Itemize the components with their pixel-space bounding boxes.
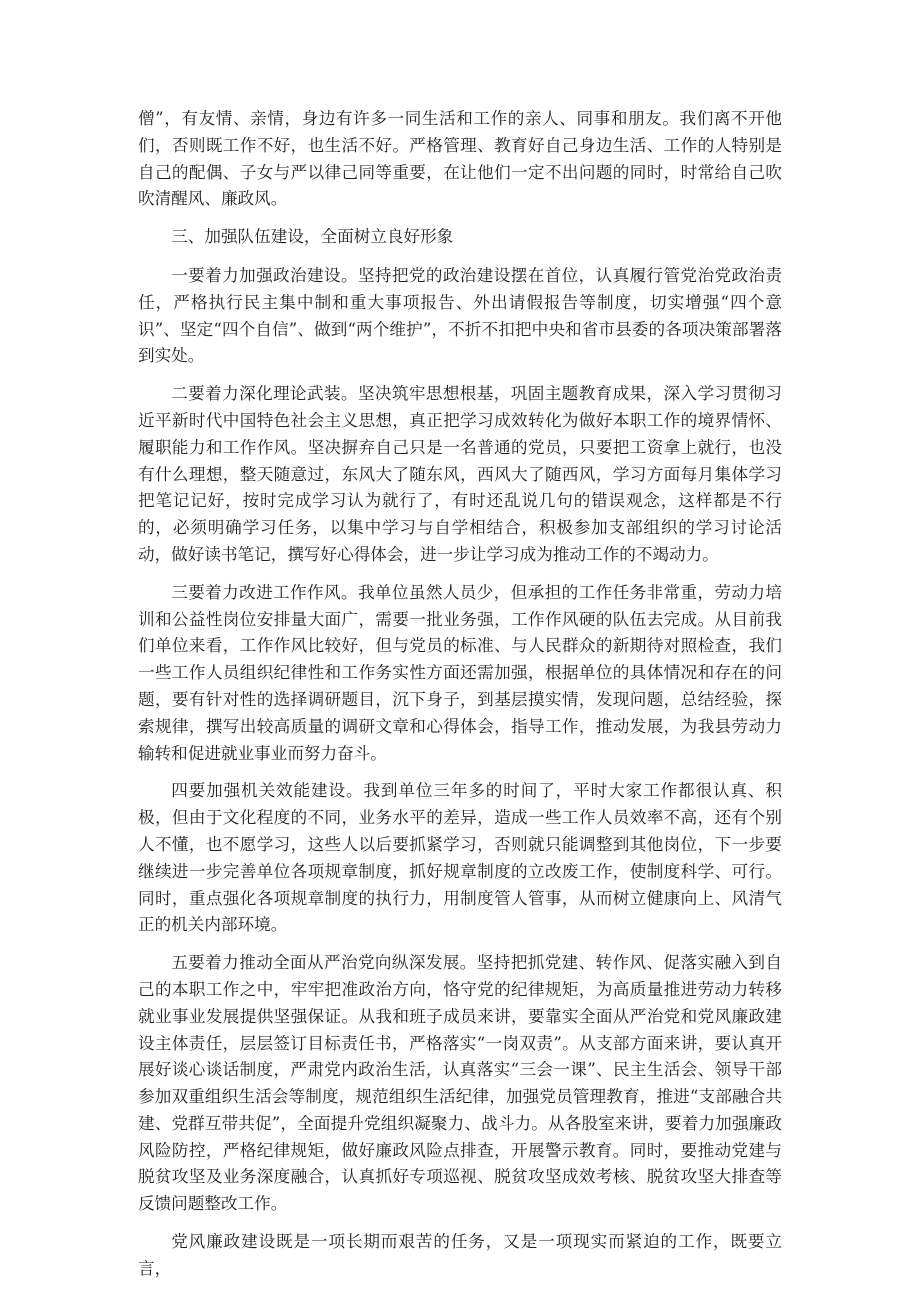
paragraph-closing: 党风廉政建设既是一项长期而艰苦的任务，又是一项现实而紧迫的工作，既要立言， <box>138 1232 782 1278</box>
paragraph-political-construction: 一要着力加强政治建设。坚持把党的政治建设摆在首位，认真履行管党治党政治责任，严格执行民主集中制和重大事项报告、外出请假报告等制度，切实增强“四个意识”、坚定“四个自信”、做到“两个维护”，不折不扣把中央和省市县委的各项决策部署落到实处。 <box>138 265 782 366</box>
paragraph-work-style: 三要着力改进工作作风。我单位虽然人员少，但承担的工作任务非常重，劳动力培训和公益性岗位安排量大面广，需要一批业务强，工作作风硬的队伍去完成。从目前我们单位来看，工作作风比较好，但与党员的标准、与人民群众的新期待对照检查，我们一些工作人员组织纪律性和工作务实性方面还需加强，根据单位的具体情况和存在的问题，要有针对性的选择调研题目，沉下身子，到基层摸实情，发现问题，总结经验，探索规律，撰写出较高质量的调研文章和心得体会，指导工作，推动发展，为我县劳动力输转和促进就业事业而努力奋斗。 <box>138 582 782 763</box>
paragraph-party-discipline: 五要着力推动全面从严治党向纵深发展。坚持把抓党建、转作风、促落实融入到自己的本职工作之中，牢牢把准政治方向，恪守党的纪律规矩，为高质量推进劳动力转移就业事业发展提供坚强保证。从我和班子成员来讲，要靠实全面从严治党和党风廉政建设主体责任，层层签订目标责任书，严格落实“一岗双责”。从支部方面来讲，要认真开展好谈心谈话制度，严肃党内政治生活，认真落实“三会一课”、民主生活会、领导干部参加双重组织生活会等制度，规范组织生活纪律，加强党员管理教育，推进“支部融合共建、党群互带共促”，全面提升党组织凝聚力、战斗力。从各股室来讲，要着力加强廉政风险防控，严格纪律规矩，做好廉政风险点排查，开展警示教育。同时，要推动党建与脱贫攻坚及业务深度融合，认真抓好专项巡视、脱贫攻坚成效考核、脱贫攻坚大排查等反馈问题整改工作。 <box>138 953 782 1214</box>
document-body <box>138 106 782 1294</box>
paragraph-continued: 僧”，有友情、亲情，身边有许多一同生活和工作的亲人、同事和朋友。我们离不开他们，否则既工作不好，也生活不好。严格管理、教育好自己身边生活、工作的人特别是自己的配偶、子女与严以律己同等重要，在让他们一定不出问题的同时，时常给自己吹吹清醒风、廉政风。 <box>138 109 782 209</box>
paragraph-theory-study: 二要着力深化理论武装。坚决筑牢思想根基，巩固主题教育成果，深入学习贯彻习近平新时代中国特色社会主义思想，真正把学习成效转化为做好本职工作的境界情怀、履职能力和工作作风。坚决摒弃自己只是一名普通的党员，只要把工资拿上就行，也没有什么理想，整天随意过，东风大了随东风，西风大了随西风，学习方面每月集体学习把笔记记好，按时完成学习认为就行了，有时还乱说几句的错误观念，这样都是不行的，必须明确学习任务，以集中学习与自学相结合，积极参加支部组织的学习讨论活动，做好读书笔记，撰写好心得体会，进一步让学习成为推动工作的不竭动力。 <box>138 384 782 564</box>
paragraph-efficiency: 四要加强机关效能建设。我到单位三年多的时间了，平时大家工作都很认真、积极，但由于文化程度的不同，业务水平的差异，造成一些工作人员效率不高，还有个别人不懂，也不愿学习，这些人以后要抓紧学习，否则就只能调整到其他岗位，下一步要继续进一步完善单位各项规章制度，抓好规章制度的立改废工作，使制度科学、可行。同时，重点强化各项规章制度的执行力，用制度管人管事，从而树立健康向上、风清气正的机关内部环境。 <box>138 781 782 935</box>
section-heading: 三、加强队伍建设，全面树立良好形象 <box>171 227 454 247</box>
